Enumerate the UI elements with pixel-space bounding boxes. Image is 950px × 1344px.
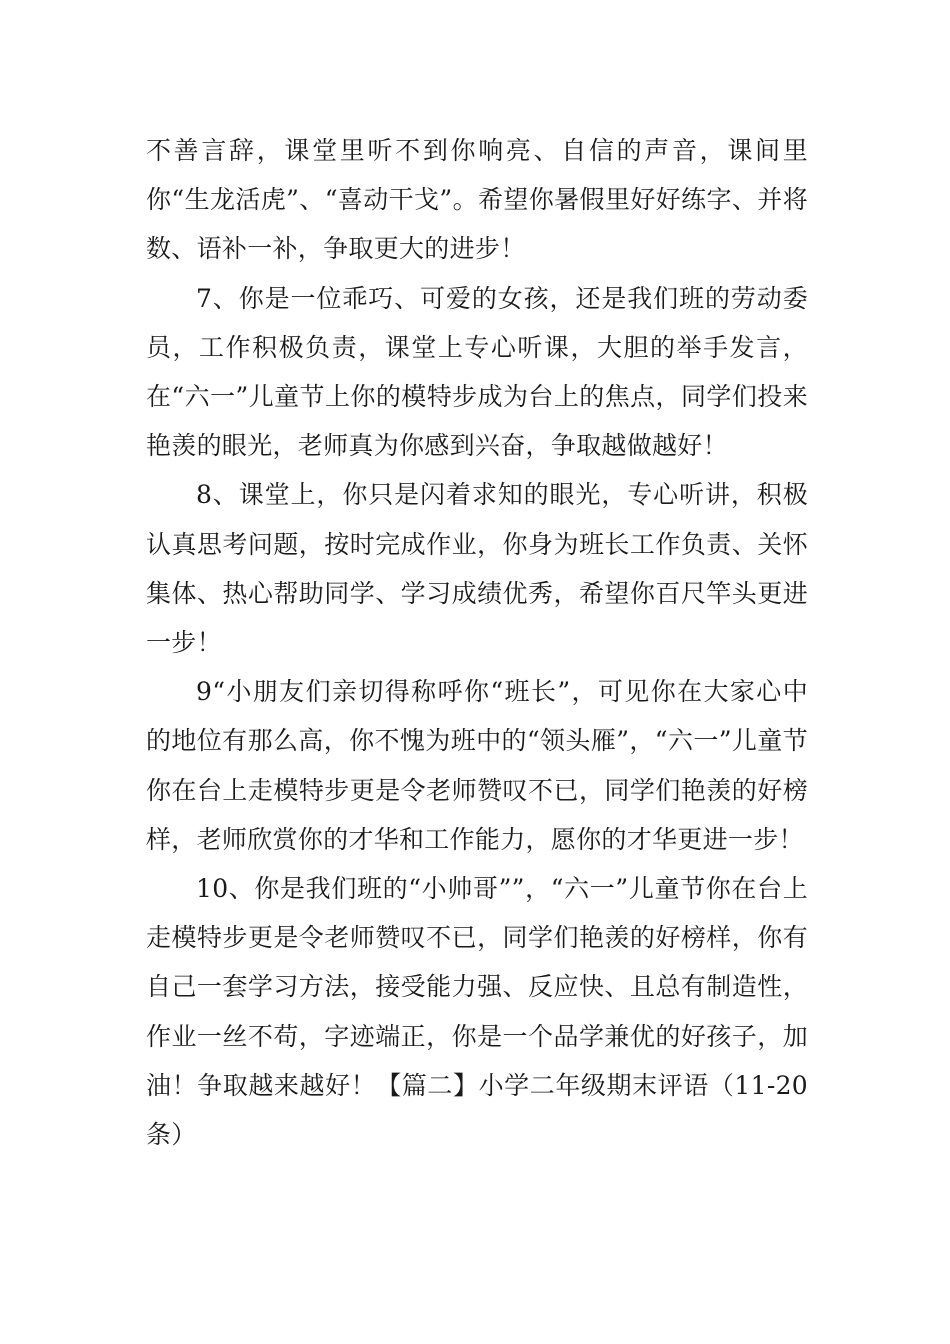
document-body (146, 126, 808, 1159)
paragraph-comment-8: 8、课堂上，你只是闪着求知的眼光，专心听讲，积极认真思考问题，按时完成作业，你身为班长工作负责、关怀集体、热心帮助同学、学习成绩优秀，希望你百尺竿头更进一步！ (146, 480, 808, 658)
paragraph-comment-10: 10、你是我们班的“小帅哥””，“六一”儿童节你在台上走模特步更是令老师赞叹不已，同学们艳羡的好榜样，你有自己一套学习方法，接受能力强、反应快、且总有制造性，作业一丝不苟，字迹端正，你是一个品学兼优的好孩子，加油！争取越来越好！【篇二】小学二年级期末评语（11-20条） (146, 874, 808, 1150)
paragraph-comment-9: 9“小朋友们亲切得称呼你“班长”，可见你在大家心中的地位有那么高，你不愧为班中的“领头雁”，“六一”儿童节你在台上走模特步更是令老师赞叹不已，同学们艳羡的好榜样，老师欣赏你的才华和工作能力，愿你的才华更进一步！ (146, 677, 808, 854)
paragraph-comment-7: 7、你是一位乖巧、可爱的女孩，还是我们班的劳动委员，工作积极负责，课堂上专心听课，大胆的举手发言，在“六一”儿童节上你的模特步成为台上的焦点，同学们投来艳羡的眼光，老师真为你感到兴奋，争取越做越好！ (146, 283, 808, 461)
paragraph-continued: 不善言辞，课堂里听不到你响亮、自信的声音，课间里你“生龙活虎”、“喜动干戈”。希望你暑假里好好练字、并将数、语补一补，争取更大的进步！ (146, 136, 808, 264)
